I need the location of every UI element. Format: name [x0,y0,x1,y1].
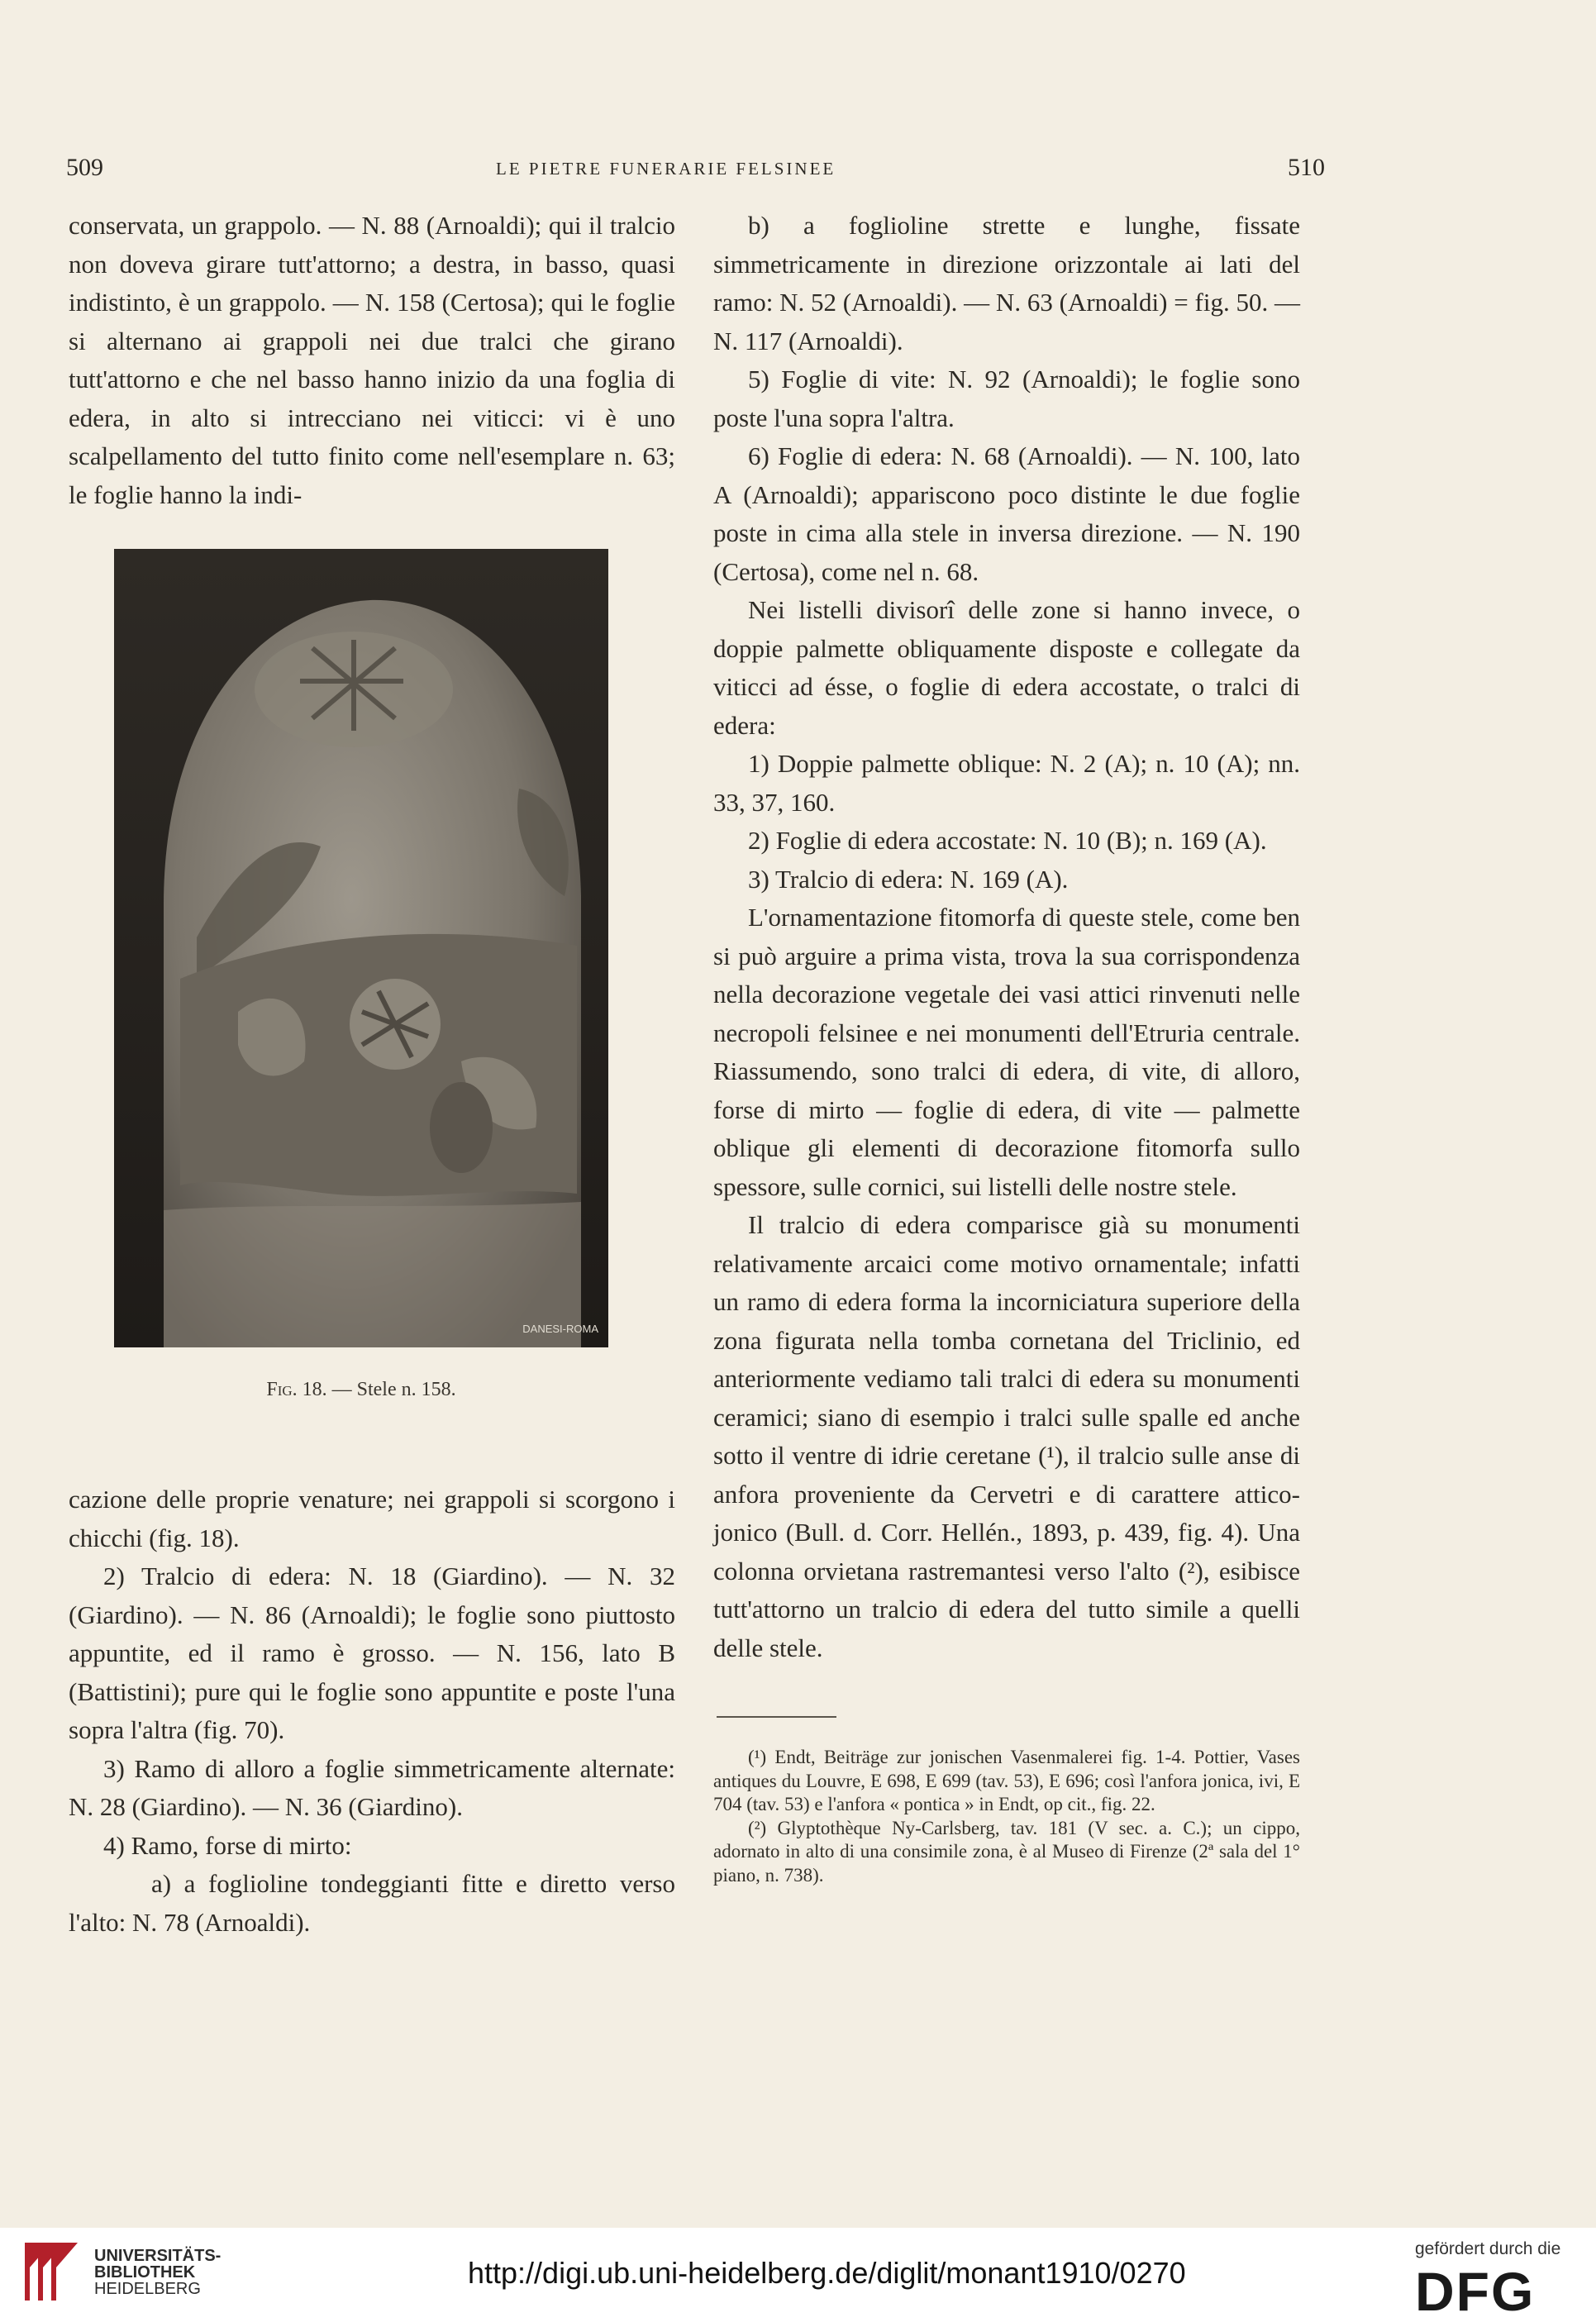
university-library-logo-icon [18,2234,84,2305]
paragraph: 5) Foglie di vite: N. 92 (Arnoaldi); le foglie sono poste l'una sopra l'altra. [713,365,1300,432]
dfg-logo: DFG [1415,2261,1536,2322]
page-header [66,154,1325,187]
paragraph: Nei listelli divisorî delle zone si hanno invece, o doppie palmette obliquamente disposte e collegate da viticci ad ésse, o foglie di edera accostate, o tralci di edera: [713,595,1300,740]
figure-caption-text: — Stele n. 158. [331,1379,456,1400]
footnote: (²) Glyptothèque Ny-Carlsberg, tav. 181 (V sec. a. C.); un cippo, adornato in alto di una consimile zona, è al Museo di Firenze (2ª sala del 1° piano, n. 738). [713,1817,1300,1886]
paragraph: 2) Tralcio di edera: N. 18 (Giardino). — N. 32 (Giardino). — N. 86 (Arnoaldi); le foglie sono piuttosto appuntite, ed il ramo è grosso. — N. 156, lato B (Battistini); pure qui le foglie sono appuntite e poste l'una sopra l'altra (fig. 70). [69,1562,675,1744]
footnote-rule [717,1716,836,1718]
page-number-left: 509 [66,154,103,181]
figure-caption [114,1379,608,1401]
paragraph: cazione delle proprie venature; nei grappoli si scorgono i chicchi (fig. 18). [69,1485,675,1552]
footnote: (¹) Endt, Beiträge zur jonischen Vasenmalerei fig. 1-4. Pottier, Vases antiques du Louvre, E 698, E 699 (tav. 53), E 696; così l'anfora jonica, ivi, E 704 (tav. 53) e l'anfora « pontica » in Endt, op cit., fig. 22. [713,1747,1300,1814]
viewer-footer [0,2228,1596,2321]
paragraph: 6) Foglie di edera: N. 68 (Arnoaldi). — N. 100, lato A (Arnoaldi); appariscono poco distinte le due foglie poste in cima alla stele in inversa direzione. — N. 190 (Certosa), come nel n. 68. [713,441,1300,586]
paragraph: Il tralcio di edera comparisce già su monumenti relativamente arcaici come motivo ornamentale; infatti un ramo di edera forma la incorniciatura superiore della zona figurata nella tomba cornetana del Triclinio, ed anteriormente vediamo tali tralci di edera su monumenti ceramici; siano di esempio i tralci sulle spalle ed anche sotto il ventre di idrie ceretane (¹), il tralcio sulle anse di anfora proveniente da Cervetri e di carattere attico-jonico (Bull. d. Corr. Hellén., 1893, p. 439, fig. 4). Una colonna orvietana rastremantesi verso l'alto (²), esibisce tutt'attorno un tralcio di edera del tutto simile a quelli delle stele. [713,1210,1300,1662]
paragraph: b) a foglioline strette e lunghe, fissate simmetricamente in direzione orizzontale ai lati del ramo: N. 52 (Arnoaldi). — N. 63 (Arnoaldi) = fig. 50. — N. 117 (Arnoaldi). [713,211,1300,355]
paragraph: conservata, un grappolo. — N. 88 (Arnoaldi); qui il tralcio non doveva girare tutt'attorno; a destra, in basso, quasi indistinto, è un grappolo. — N. 158 (Certosa); qui le foglie si alternano ai grappoli nei due tralci che girano tutt'attorno e che nel basso hanno inizio da una foglia di edera, in alto si intrecciano nei viticci: vi è uno scalpellamento del tutto finito come nell'esemplare n. 63; le foglie hanno la indi- [69,211,675,509]
funding-label: gefördert durch die [1415,2239,1561,2258]
paragraph: 4) Ramo, forse di mirto: [103,1830,352,1860]
library-name: UNIVERSITÄTS- BIBLIOTHEK HEIDELBERG [94,2247,222,2298]
paragraph: L'ornamentazione fitomorfa di queste stele, come ben si può arguire a prima vista, trova la sua corrispondenza nella decorazione vegetale dei vasi attici rinvenuti nelle necropoli felsinee e nei monumenti dell'Etruria centrale. Riassumendo, sono tralci di edera, di vite, di alloro, forse di mirto — foglie di edera, di vite — palmette oblique gli elementi di decorazione fitomorfa sullo spessore, sulle cornici, sui listelli delle nostre stele. [713,903,1300,1201]
paragraph: 2) Foglie di edera accostate: N. 10 (B); n. 169 (A). [748,826,1267,855]
paragraph: 1) Doppie palmette oblique: N. 2 (A); n. 10 (A); nn. 33, 37, 160. [713,749,1300,817]
running-title: LE PIETRE FUNERARIE FELSINEE [496,159,836,179]
footnotes [713,1746,1300,1887]
paragraph: a) a foglioline tondeggianti fitte e diretto verso l'alto: N. 78 (Arnoaldi). [69,1869,675,1937]
paragraph: 3) Ramo di alloro a foglie simmetricamente alternate: N. 28 (Giardino). — N. 36 (Giardino). [69,1753,675,1821]
permalink-url[interactable]: http://digi.ub.uni-heidelberg.de/diglit/monant1910/0270 [468,2256,1186,2290]
paragraph: 3) Tralcio di edera: N. 169 (A). [748,864,1069,894]
left-column-bottom [69,1480,675,1942]
stele-photograph [114,549,608,1347]
stele-image [114,549,608,1347]
photo-credit: DANESI-ROMA [522,1323,598,1335]
left-column-top [69,207,675,514]
page-number-right: 510 [1288,154,1325,181]
right-column [713,207,1300,1667]
figure-label: Fig. 18. [266,1379,327,1400]
